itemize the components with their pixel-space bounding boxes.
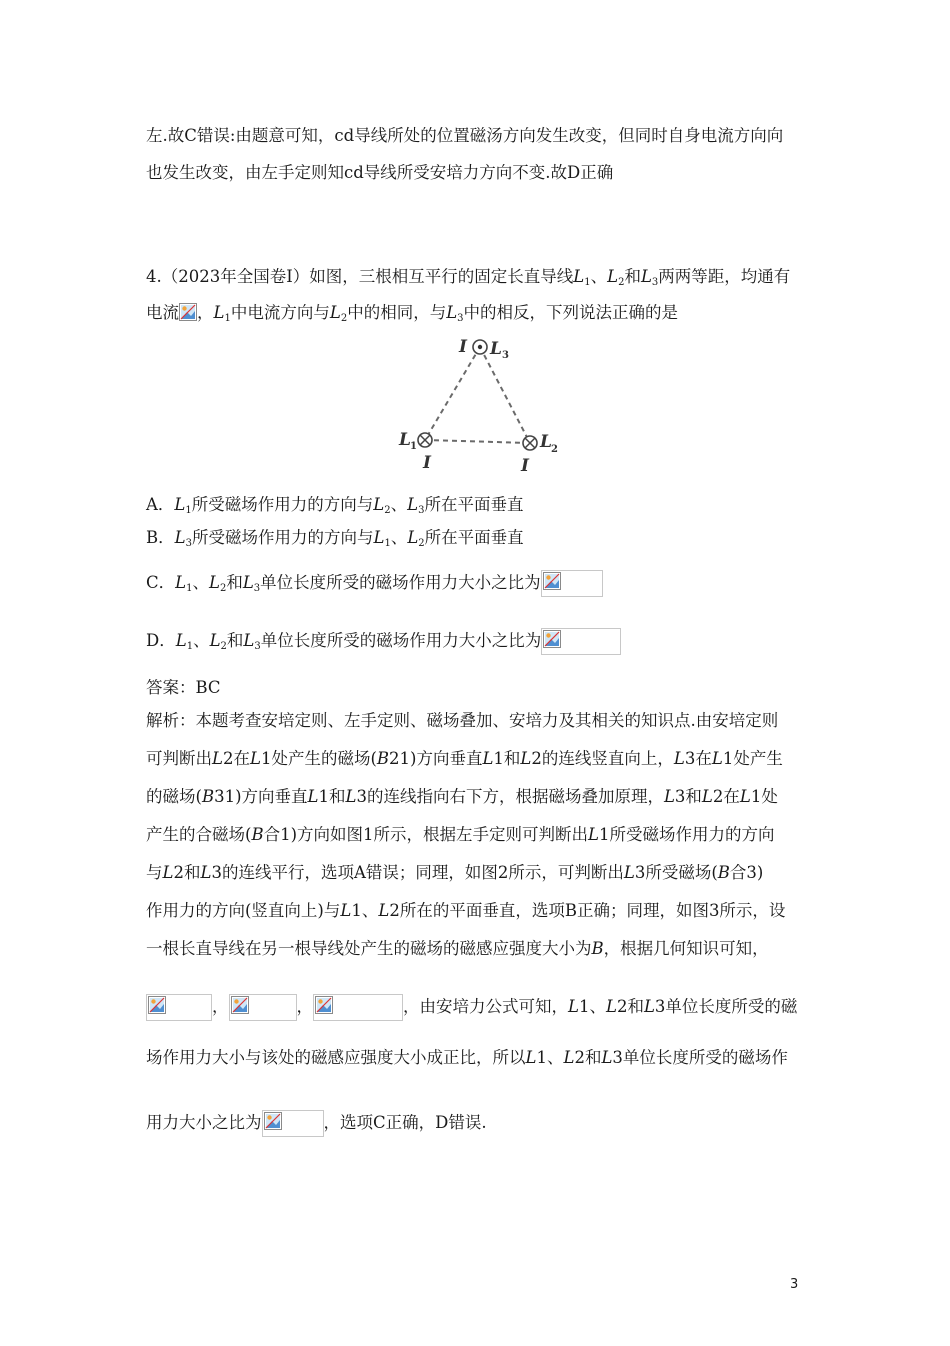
- formula-image: [541, 570, 603, 597]
- question-line: 4.（2023年全国卷Ⅰ）如图，三根相互平行的固定长直导线$L_1$、$L_2$和$L_3$两两等距，均通有: [146, 267, 791, 288]
- formula-image: [541, 628, 621, 655]
- option-a: A．$L_1$所受磁场作用力的方向与$L_2$、$L_3$所在平面垂直: [146, 495, 524, 516]
- analysis-line: 与L2和L3的连线平行，选项A错误；同理，如图2所示，可判断出L3所受磁场(B合3): [146, 863, 764, 882]
- analysis-line: 可判断出L2在L1处产生的磁场(B21)方向垂直L1和L2的连线竖直向上，L3在L1处产生: [146, 749, 783, 768]
- svg-text:2: 2: [551, 444, 558, 455]
- answer: 答案：BC: [146, 678, 221, 697]
- label-I1: I: [423, 453, 431, 473]
- dashed-edge-l3-l2: [480, 347, 530, 443]
- image-placeholder-icon: [543, 630, 561, 648]
- analysis-line: 作用力的方向(竖直向上)与L1、L2所在的平面垂直，选项B正确；同理，如图3所示，设: [146, 901, 786, 920]
- option-c: C．$L_1$、$L_2$和$L_3$单位长度所受的磁场作用力大小之比为: [146, 570, 603, 600]
- formula-image: [146, 994, 212, 1021]
- label-I2: I: [521, 456, 529, 476]
- question-line: 电流 ，$L_1$中电流方向与$L_2$中的相同，与$L_3$中的相反，下列说法正确的是: [146, 303, 679, 324]
- formula-image: [229, 994, 297, 1021]
- analysis-line: 产生的合磁场(B合1)方向如图1所示，根据左手定则可判断出L1所受磁场作用力的方向: [146, 825, 775, 844]
- wire-l2-in-icon: [523, 436, 537, 450]
- option-d: D．$L_1$、$L_2$和$L_3$单位长度所受的磁场作用力大小之比为: [146, 628, 621, 658]
- analysis-line: 用力大小之比为 ，选项C正确，D错误.: [146, 1110, 487, 1137]
- image-placeholder-icon: [148, 996, 166, 1014]
- image-placeholder-icon: [543, 572, 561, 590]
- text-line: [146, 125, 783, 147]
- image-placeholder-icon: [315, 996, 333, 1014]
- label-L1: L: [399, 430, 411, 450]
- analysis-line: 的磁场(B31)方向垂直L1和L3的连线指向右下方，根据磁场叠加原理，L3和L2在L1处: [146, 787, 778, 806]
- analysis-line: 场作用力大小与该处的磁感应强度大小成正比，所以L1、L2和L3单位长度所受的磁场作: [146, 1048, 788, 1067]
- formula-image: [262, 1110, 324, 1137]
- svg-text:3: 3: [502, 350, 509, 361]
- page-number: 3: [790, 1277, 799, 1292]
- label-L3: L: [490, 339, 502, 359]
- image-placeholder-icon: [179, 303, 197, 321]
- wire-l3-out-icon: [473, 340, 487, 354]
- formula-image: [313, 994, 403, 1021]
- option-b: B．$L_3$所受磁场作用力的方向与$L_1$、$L_2$所在平面垂直: [146, 528, 524, 549]
- dashed-edge-l1-l2: [425, 440, 530, 443]
- analysis-line: 解析：本题考查安培定则、左手定则、磁场叠加、安培力及其相关的知识点.由安培定则: [146, 711, 779, 730]
- svg-text:1: 1: [410, 441, 417, 452]
- dashed-edge-l3-l1: [425, 347, 480, 440]
- wire-l1-in-icon: [418, 433, 432, 447]
- image-placeholder-icon: [264, 1112, 282, 1130]
- wire-triangle-figure: [395, 332, 570, 477]
- label-I3: I: [459, 337, 467, 357]
- text: 也发生改变，由左手定则知cd导线所受安培力方向不变.故D正确: [146, 163, 614, 182]
- label-L2: L: [540, 432, 552, 452]
- image-placeholder-icon: [231, 996, 249, 1014]
- text: 左.故C错误:由题意可知，cd导线所处的位置磁汤方向发生改变，但同时自身电流方向向: [146, 126, 784, 145]
- analysis-line: ， ， ，由安培力公式可知，L1、L2和L3单位长度所受的磁: [146, 994, 797, 1021]
- text-line: [146, 162, 613, 184]
- analysis-line: 一根长直导线在另一根导线处产生的磁场的磁感应强度大小为B，根据几何知识可知，: [146, 939, 769, 958]
